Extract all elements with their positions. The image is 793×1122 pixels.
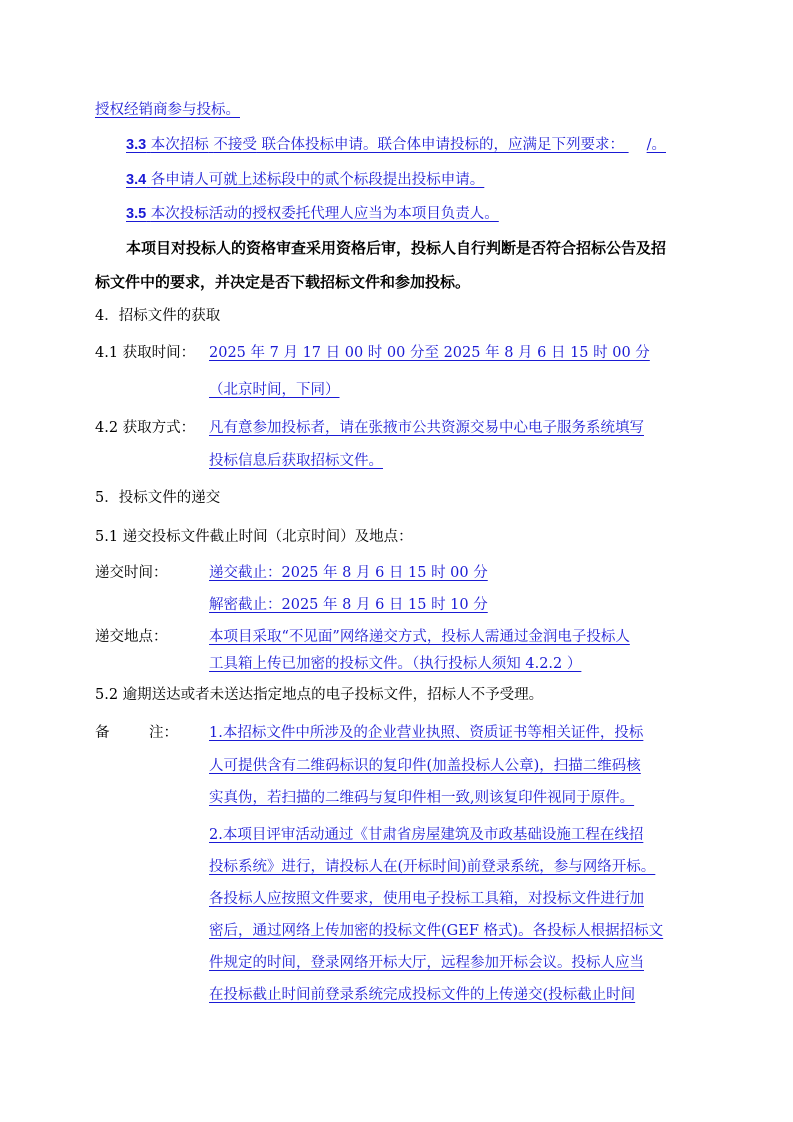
- clause-text: 各申请人可就上述标段中的贰个标段提出投标申请。: [150, 172, 485, 188]
- field-label: 注：: [149, 725, 178, 741]
- note-line: 件规定的时间，登录网络开标大厅，远程参加开标会议。投标人应当: [209, 955, 644, 971]
- field-value: 递交截止：2025 年 8 月 6 日 15 时 00 分: [209, 565, 488, 581]
- note-line: 投标系统》进行，请投标人在(开标时间)前登录系统，参与网络开标。: [209, 859, 656, 875]
- clause-text: 联合体投标申请。联合体申请投标的，应满足下列要求：: [261, 137, 624, 153]
- note-line: 实真伪，若扫描的二维码与复印件相一致,则该复印件视同于原件。: [209, 790, 635, 806]
- field-value: 本项目采取“不见面”网络递交方式，投标人需通过金润电子投标人: [209, 629, 630, 645]
- field-label: 备: [95, 725, 110, 741]
- note-line: 2.本项目评审活动通过《甘肃省房屋建筑及市政基础设施工程在线招: [209, 827, 644, 843]
- clause-text: 本次投标活动的授权委托代理人应当为本项目负责人。: [150, 206, 499, 222]
- note-line: 人可提供含有二维码标识的复印件(加盖投标人公章)，扫描二维码核: [209, 758, 641, 774]
- note-line: 在投标截止时间前登录系统完成投标文件的上传递交(投标截止时间: [209, 987, 636, 1003]
- note-line: 各投标人应按照文件要求，使用电子投标工具箱，对投标文件进行加: [209, 891, 644, 907]
- field-label: 4.2 获取方式：: [95, 420, 196, 436]
- text-line: 5.2 逾期送达或者未送达指定地点的电子投标文件，招标人不予受理。: [95, 687, 544, 703]
- note-line: 密后，通过网络上传加密的投标文件(GEF 格式)。各投标人根据招标文: [209, 923, 664, 939]
- clause-text: /。: [646, 137, 666, 153]
- field-label: 4.1 获取时间：: [95, 345, 196, 361]
- text-line: 授权经销商参与投标。: [95, 102, 240, 118]
- field-label: 递交地点：: [95, 629, 168, 645]
- field-value: 凡有意参加投标者，请在张掖市公共资源交易中心电子服务系统填写: [209, 420, 644, 436]
- note-line: 1.本招标文件中所涉及的企业营业执照、资质证书等相关证件，投标: [209, 725, 644, 741]
- field-value: 2025 年 7 月 17 日 00 时 00 分至 2025 年 8 月 6 日 15 时 00 分: [209, 345, 650, 361]
- clause-3-5: [126, 204, 499, 224]
- clause-number: 3.3: [126, 137, 147, 153]
- section-heading: 5．投标文件的递交: [95, 490, 221, 506]
- field-value: 投标信息后获取招标文件。: [209, 453, 383, 469]
- clause-number: 3.5: [126, 206, 147, 222]
- field-value: 解密截止：2025 年 8 月 6 日 15 时 10 分: [209, 597, 488, 613]
- clause-text: 本次招标: [150, 137, 209, 153]
- bold-paragraph-line: 本项目对投标人的资格审查采用资格后审，投标人自行判断是否符合招标公告及招: [126, 239, 667, 257]
- section-heading: 4．招标文件的获取: [95, 308, 221, 324]
- clause-3-3: [126, 135, 666, 155]
- field-value: 工具箱上传已加密的投标文件。（执行投标人须知 4.2.2 ）: [209, 656, 582, 672]
- field-label: 递交时间：: [95, 565, 168, 581]
- text-line: 5.1 递交投标文件截止时间（北京时间）及地点：: [95, 529, 413, 545]
- bold-paragraph-line: 标文件中的要求，并决定是否下载招标文件和参加投标。: [95, 273, 471, 291]
- clause-number: 3.4: [126, 172, 147, 188]
- clause-3-4: [126, 170, 484, 190]
- field-value: （北京时间，下同）: [209, 382, 340, 398]
- clause-text: 不接受: [213, 137, 257, 153]
